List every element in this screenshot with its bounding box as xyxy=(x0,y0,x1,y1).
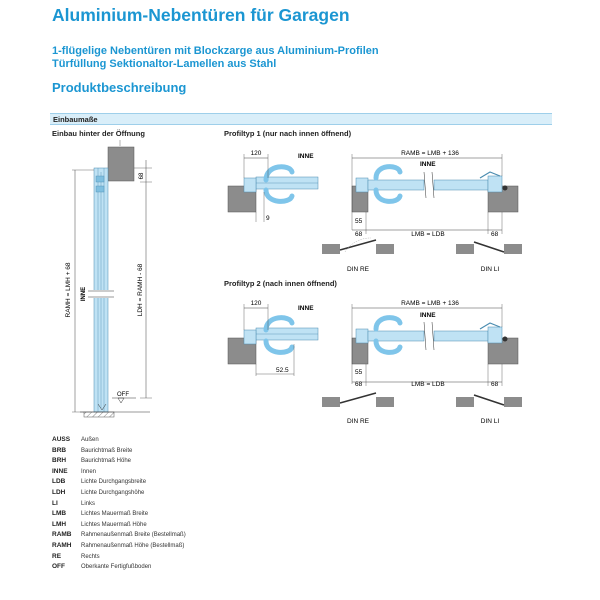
legend-item: RE Rechts xyxy=(52,552,100,560)
p1-dim-9: 9 xyxy=(266,215,270,222)
p1-din-re: DIN RE xyxy=(346,266,370,273)
p2-door-leaf-right xyxy=(434,331,488,341)
profil1-title: Profiltyp 1 (nur nach innen öffnend) xyxy=(224,129,352,138)
p2-ramb: RAMB = LMB + 136 xyxy=(401,300,459,307)
legend-item: LMH Lichtes Mauermaß Höhe xyxy=(52,520,147,528)
p1-ramb: RAMB = LMB + 136 xyxy=(401,150,459,157)
off-label: OFF xyxy=(117,392,129,398)
legend-item: LMB Lichtes Mauermaß Breite xyxy=(52,510,149,518)
p1-inne-left: INNE xyxy=(298,153,314,160)
section-heading: Produktbeschreibung xyxy=(52,80,187,95)
p2-dim-525: 52.5 xyxy=(276,367,289,374)
legend-item: RAMH Rahmenaußenmaß Höhe (Bestellmaß) xyxy=(52,541,185,549)
page-title: Aluminium-Nebentüren für Garagen xyxy=(52,5,350,25)
p2-din-li: DIN LI xyxy=(480,418,500,425)
legend-item: RAMB Rahmenaußenmaß Breite (Bestellmaß) xyxy=(52,531,186,539)
p1-dim-68-right: 68 xyxy=(491,231,499,238)
legend-item: BRB Baurichtmaß Breite xyxy=(52,446,133,454)
ramh-label: RAMH = LMH + 68 xyxy=(65,262,72,318)
ldh-label: LDH = RAMH - 68 xyxy=(137,263,144,317)
legend-item: AUSS Außen xyxy=(52,436,99,443)
legend-item: OFF Oberkante Fertigfußboden xyxy=(52,563,152,571)
p1-dim-68-left: 68 xyxy=(355,231,363,238)
p1-dim-120: 120 xyxy=(250,150,262,157)
legend-item: INNE Innen xyxy=(52,467,97,475)
p2-dim-55: 55 xyxy=(355,369,363,376)
left-drawing-title: Einbau hinter der Öffnung xyxy=(52,129,145,138)
legend-item: LI Links xyxy=(52,499,96,507)
legend-item: LDB Lichte Durchgangsbreite xyxy=(52,478,147,486)
subtitle-line-2: Türfüllung Sektionaltor-Lamellen aus Stahl xyxy=(52,58,277,70)
p2-dim-120: 120 xyxy=(250,300,262,307)
p1-dim-55: 55 xyxy=(355,218,363,225)
profil2-title: Profiltyp 2 (nach innen öffnend) xyxy=(224,279,337,288)
p2-din-re: DIN RE xyxy=(346,418,370,425)
p1-inne-right: INNE xyxy=(420,161,436,168)
p2-dim-68-left: 68 xyxy=(355,381,363,388)
p1-ldb: LMB = LDB xyxy=(411,231,445,238)
p2-ldb: LMB = LDB xyxy=(411,381,445,388)
p2-inne-right: INNE xyxy=(420,312,436,319)
legend-item: LDH Lichte Durchgangshöhe xyxy=(52,488,145,496)
band-label: Einbaumaße xyxy=(53,115,98,124)
p2-right-handle xyxy=(376,318,400,329)
p2-dim-68-right: 68 xyxy=(491,381,499,388)
abbreviation-legend xyxy=(52,435,186,573)
left-inne-label: INNE xyxy=(81,286,87,302)
legend-item: BRH Baurichtmaß Höhe xyxy=(52,457,132,465)
left-dim-68: 68 xyxy=(139,172,145,180)
p1-din-li: DIN LI xyxy=(480,266,500,273)
p2-inne-left: INNE xyxy=(298,305,314,312)
subtitle-line-1: 1-flügelige Nebentüren mit Blockzarge aus Aluminium-Profilen xyxy=(52,45,379,57)
